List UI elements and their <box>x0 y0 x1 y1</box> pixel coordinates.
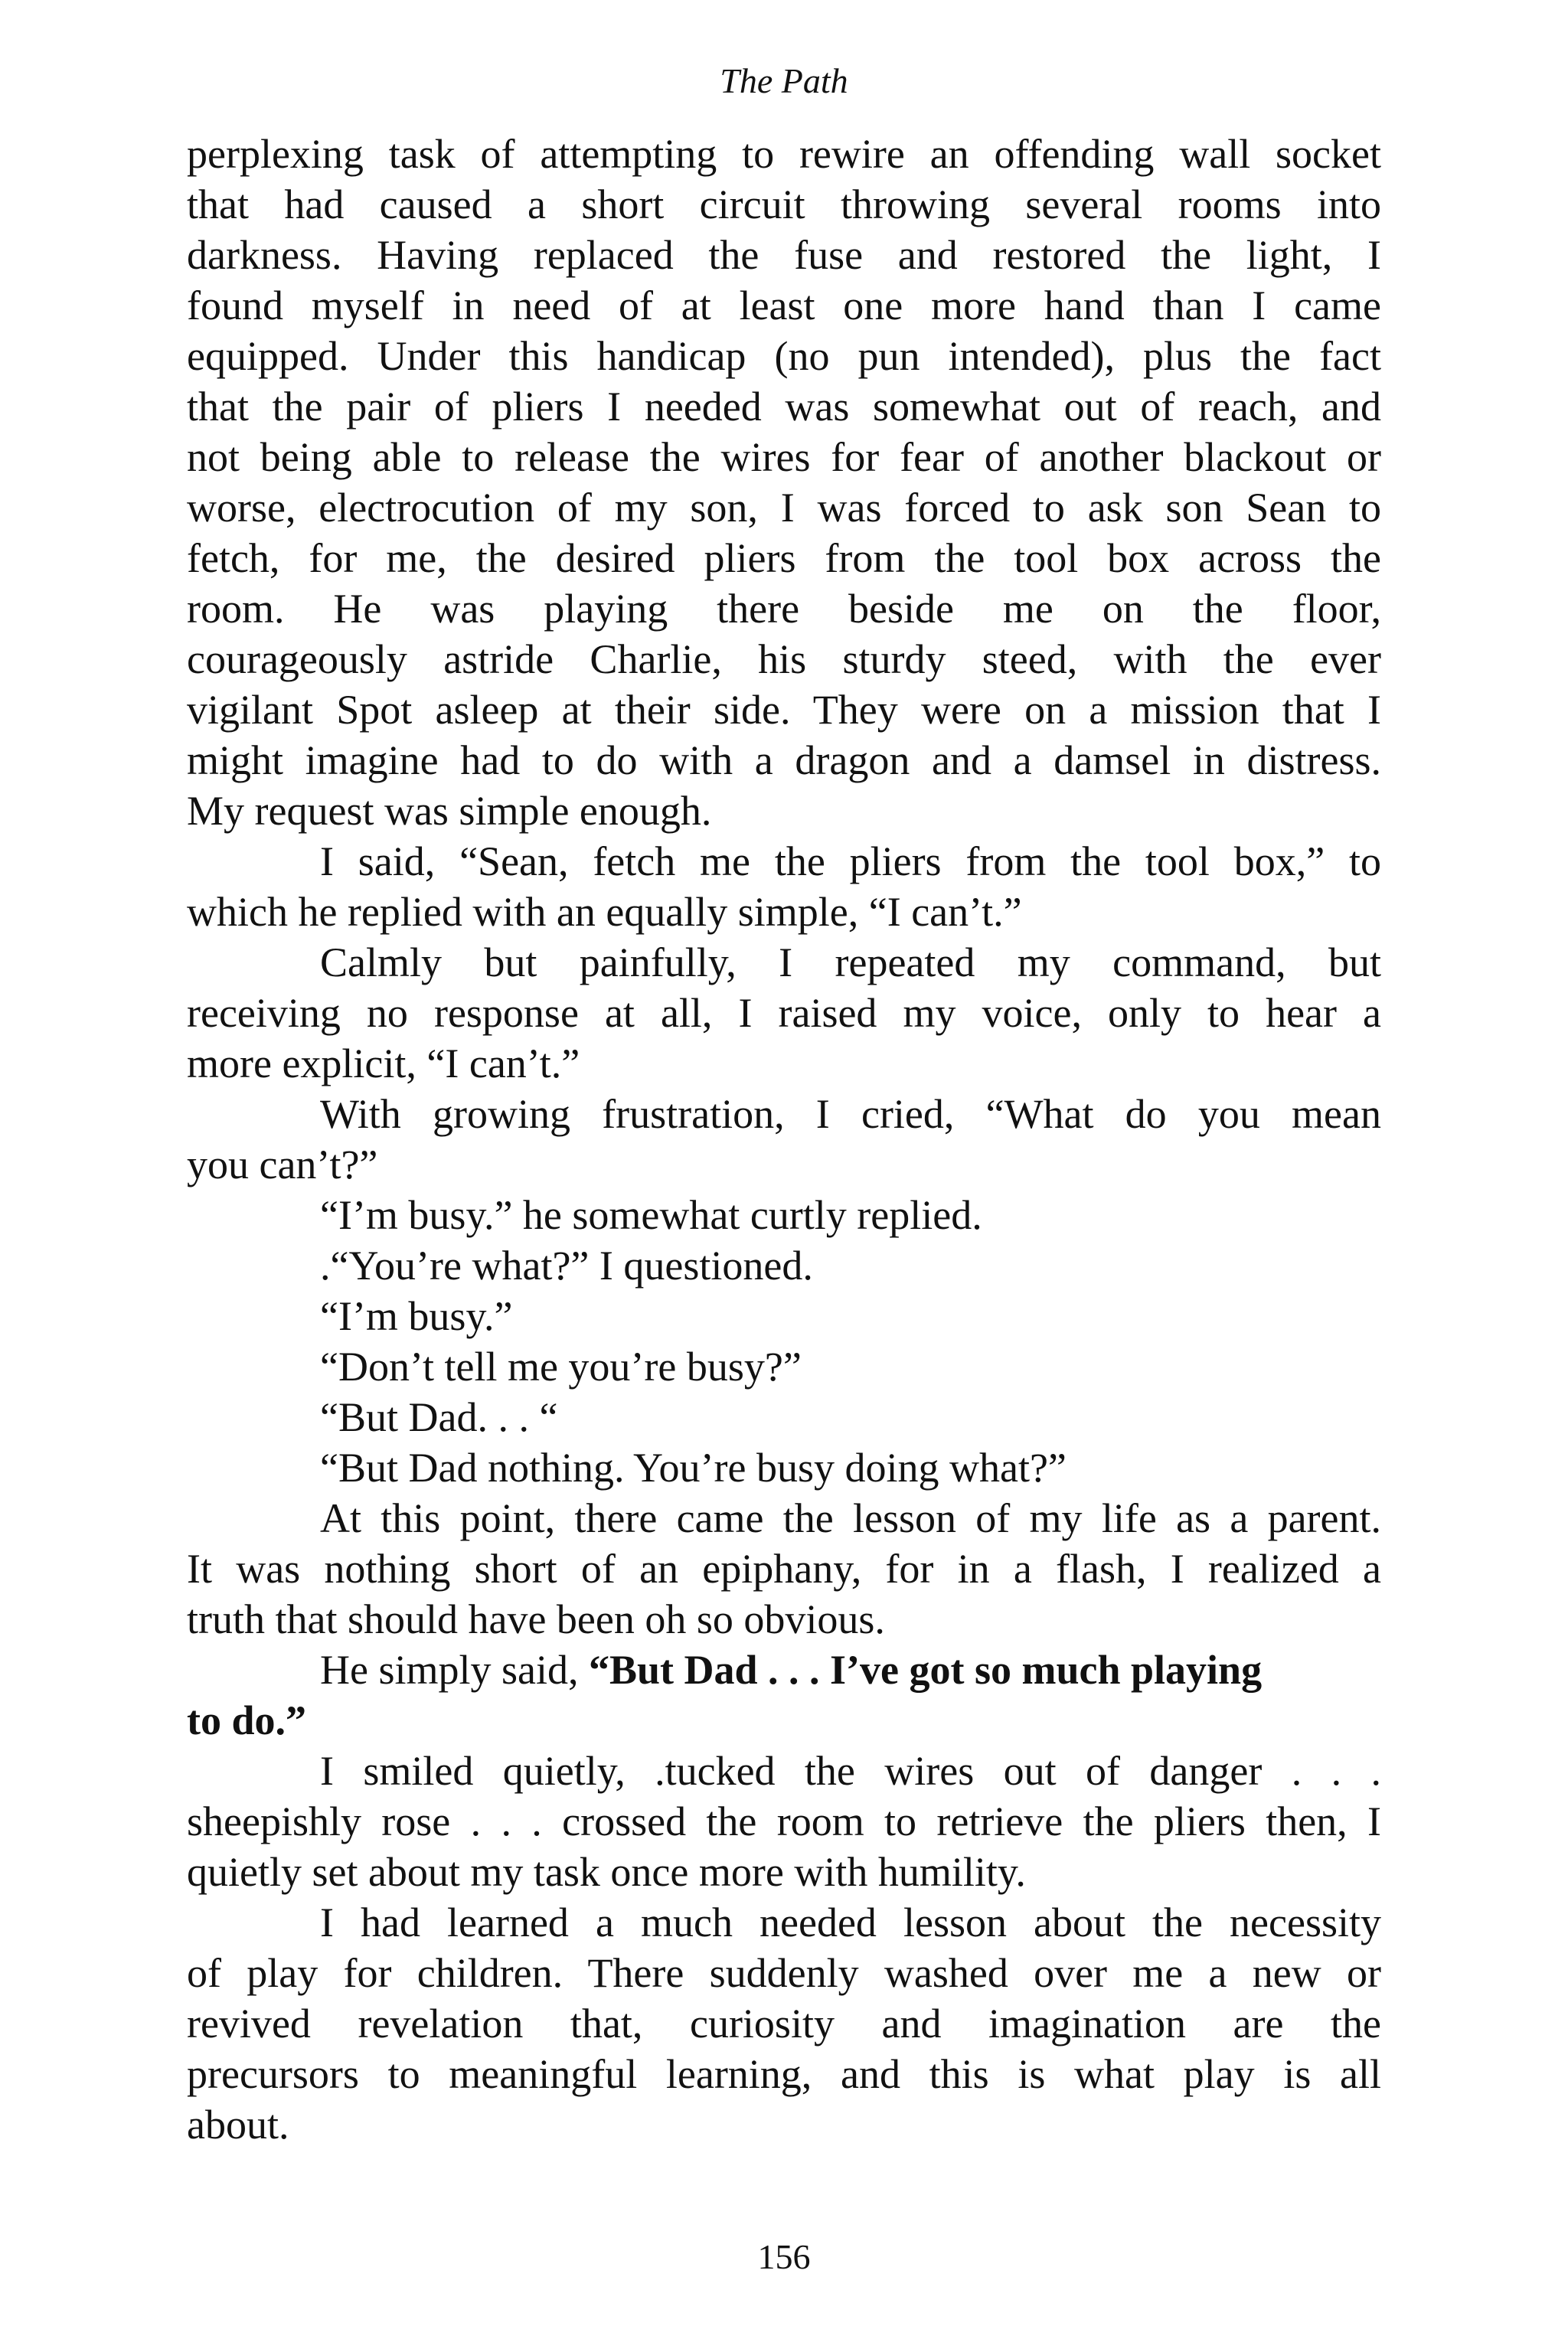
text-line: darkness. Having replaced the fuse and restored the light, I <box>187 232 1381 278</box>
text-line: It was nothing short of an epiphany, for in a flash, I realized a <box>187 1546 1381 1592</box>
text-line <box>187 1695 1381 1746</box>
text-line: “I’m busy.” he somewhat curtly replied. <box>320 1192 982 1238</box>
text-line: Calmly but painfully, I repeated my command, but <box>320 939 1381 985</box>
text-line: sheepishly rose . . . crossed the room to retrieve the pliers then, I <box>187 1798 1381 1844</box>
text-line: truth that should have been oh so obvious. <box>187 1596 885 1642</box>
text-line: At this point, there came the lesson of my life as a parent. <box>320 1495 1381 1541</box>
text-line: worse, electrocution of my son, I was forced to ask son Sean to <box>187 485 1381 531</box>
text-line: vigilant Spot asleep at their side. They were on a mission that I <box>187 687 1381 733</box>
running-head: The Path <box>720 61 848 100</box>
bold-quote: “But Dad . . . I’ve got so much playing <box>588 1647 1263 1693</box>
text-line: .“You’re what?” I questioned. <box>320 1243 813 1289</box>
text-line: courageously astride Charlie, his sturdy steed, with the ever <box>187 636 1381 682</box>
text-line: you can’t?” <box>187 1142 378 1187</box>
text-line: that the pair of pliers I needed was somewhat out of reach, and <box>187 384 1381 430</box>
text-line: found myself in need of at least one more hand than I came <box>187 283 1381 328</box>
text-line: not being able to release the wires for fear of another blackout or <box>187 434 1381 480</box>
text-line: equipped. Under this handicap (no pun intended), plus the fact <box>187 333 1381 379</box>
text-line: “But Dad nothing. You’re busy doing what?” <box>320 1445 1067 1491</box>
text-line: more explicit, “I can’t.” <box>187 1040 580 1086</box>
text-line: room. He was playing there beside me on the floor, <box>187 586 1381 632</box>
text-line: which he replied with an equally simple, “I can’t.” <box>187 889 1022 935</box>
text-line: I said, “Sean, fetch me the pliers from the tool box,” to <box>320 838 1381 884</box>
text-line: precursors to meaningful learning, and this is what play is all <box>187 2051 1381 2097</box>
text-line: quietly set about my task once more with humility. <box>187 1849 1026 1895</box>
text-line: I had learned a much needed lesson about the necessity <box>320 1900 1381 1945</box>
text-line: My request was simple enough. <box>187 788 712 834</box>
text-line: “I’m busy.” <box>320 1293 513 1339</box>
body-text <box>187 129 1381 2150</box>
text-line: about. <box>187 2102 289 2148</box>
text-line: revived revelation that, curiosity and imagination are the <box>187 2001 1381 2047</box>
text-line: “Don’t tell me you’re busy?” <box>320 1344 802 1390</box>
text-line: might imagine had to do with a dragon and a damsel in distress. <box>187 737 1381 783</box>
text-run: He simply said, <box>320 1647 589 1693</box>
text-line: receiving no response at all, I raised my voice, only to hear a <box>187 990 1381 1036</box>
text-line: With growing frustration, I cried, “What do you mean <box>320 1091 1381 1137</box>
page-number: 156 <box>757 2237 811 2276</box>
text-line: of play for children. There suddenly washed over me a new or <box>187 1950 1381 1996</box>
text-line: perplexing task of attempting to rewire an offending wall socket <box>187 131 1381 177</box>
text-line <box>187 1645 1381 1695</box>
text-line: I smiled quietly, .tucked the wires out of danger . . . <box>320 1748 1381 1794</box>
text-line: “But Dad. . . “ <box>320 1394 558 1440</box>
bold-quote: to do.” <box>187 1697 307 1743</box>
text-line: that had caused a short circuit throwing several rooms into <box>187 181 1381 227</box>
text-line: fetch, for me, the desired pliers from the tool box across the <box>187 535 1381 581</box>
